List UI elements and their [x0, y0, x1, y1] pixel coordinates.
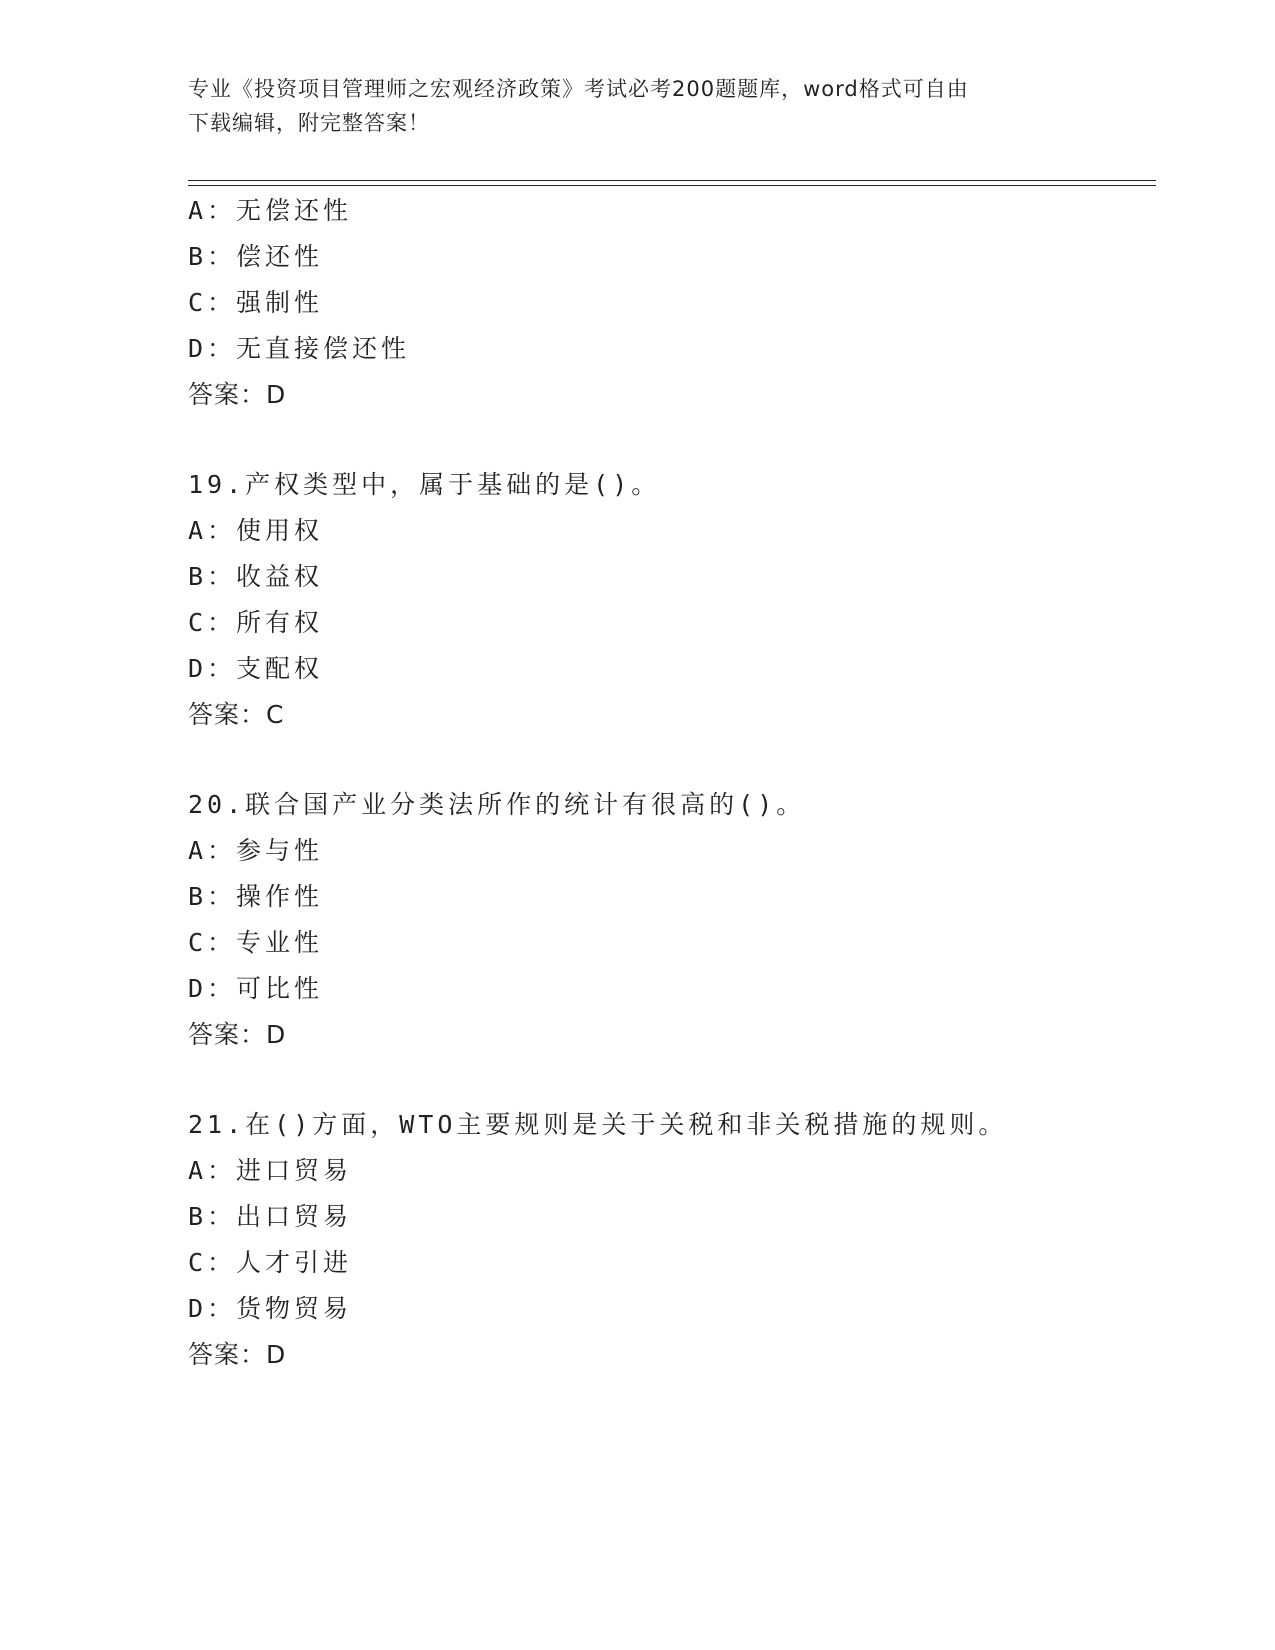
option-b: B：收益权: [188, 562, 324, 591]
option-d: D：无直接偿还性: [188, 334, 411, 363]
question-list: [188, 188, 1148, 1378]
option-a: A：进口贸易: [188, 1156, 353, 1185]
option-d: D：货物贸易: [188, 1294, 353, 1323]
option-b: B：出口贸易: [188, 1202, 353, 1231]
document-header: [188, 72, 1088, 140]
question-block-19: [188, 462, 1148, 738]
option-a: A：使用权: [188, 516, 324, 545]
answer: 答案：D: [188, 380, 287, 409]
spacer: [188, 418, 1148, 462]
answer: 答案：D: [188, 1020, 287, 1049]
header-line-2: 下载编辑，附完整答案！: [188, 111, 430, 135]
option-a: A：无偿还性: [188, 196, 353, 225]
option-d: D：支配权: [188, 654, 324, 683]
question-text: 19.产权类型中，属于基础的是()。: [188, 470, 661, 499]
question-block-18: [188, 188, 1148, 418]
spacer: [188, 1058, 1148, 1102]
header-divider-top: [188, 180, 1156, 181]
option-b: B：操作性: [188, 882, 324, 911]
header-line-1: 专业《投资项目管理师之宏观经济政策》考试必考200题题库，word格式可自由: [188, 77, 969, 101]
question-block-21: [188, 1102, 1148, 1378]
question-block-20: [188, 782, 1148, 1058]
answer: 答案：D: [188, 1340, 287, 1369]
option-c: C：人才引进: [188, 1248, 353, 1277]
answer: 答案：C: [188, 700, 285, 729]
spacer: [188, 738, 1148, 782]
option-a: A：参与性: [188, 836, 324, 865]
option-c: C：专业性: [188, 928, 324, 957]
option-c: C：强制性: [188, 288, 324, 317]
option-c: C：所有权: [188, 608, 324, 637]
question-text: 21.在()方面，WTO主要规则是关于关税和非关税措施的规则。: [188, 1110, 1008, 1139]
header-divider-bottom: [188, 185, 1156, 186]
option-b: B：偿还性: [188, 242, 324, 271]
question-text: 20.联合国产业分类法所作的统计有很高的()。: [188, 790, 806, 819]
option-d: D：可比性: [188, 974, 324, 1003]
